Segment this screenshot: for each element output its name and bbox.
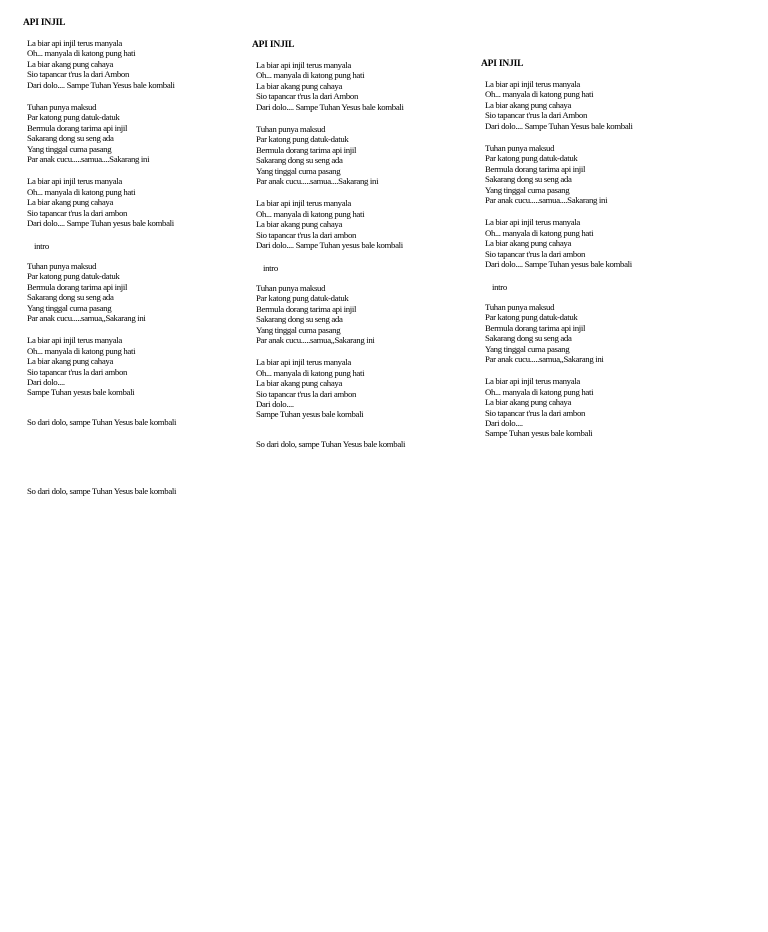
lyric-line: Par katong pung datuk-datuk bbox=[27, 271, 120, 282]
stanza bbox=[485, 79, 721, 143]
stanza bbox=[27, 102, 263, 176]
lyric-line: La biar akang pung cahaya bbox=[27, 58, 114, 69]
lyric-line: Oh... manyala di katong pung hati bbox=[256, 367, 365, 378]
closing-line-repeat: So dari dolo, sampe Tuhan Yesus bale kombali bbox=[27, 486, 177, 496]
lyric-line: Sakarang dong su seng ada bbox=[485, 333, 572, 344]
lyrics-column-1 bbox=[23, 18, 263, 496]
lyric-line: Oh... manyala di katong pung hati bbox=[27, 345, 136, 356]
intro-label: intro bbox=[34, 240, 49, 251]
stanza bbox=[485, 217, 721, 281]
lyric-line: Sio tapancar t'rus la dari Ambon bbox=[256, 91, 359, 102]
stanza bbox=[256, 357, 492, 431]
lyric-line: Par anak cucu.....samua....Sakarang ini bbox=[256, 176, 379, 187]
lyrics-column-2 bbox=[252, 40, 492, 449]
lyric-line: La biar akang pung cahaya bbox=[485, 397, 572, 408]
intro-label: intro bbox=[492, 281, 507, 292]
stanza bbox=[485, 376, 721, 450]
lyric-line: Bermula dorang tarima api injil bbox=[27, 281, 128, 292]
lyric-line: Par anak cucu.....samua....Sakarang ini bbox=[485, 195, 608, 206]
lyric-line: Bermula dorang tarima api injil bbox=[256, 303, 357, 314]
lyric-line: Par katong pung datuk-datuk bbox=[256, 134, 349, 145]
lyric-line: Dari dolo.... Sampe Tuhan Yesus bale kombali bbox=[256, 101, 404, 112]
lyric-line: Tuhan punya maksud bbox=[256, 124, 326, 135]
lyric-line: Yang tinggal cuma pasang bbox=[27, 143, 112, 154]
lyric-line: Dari dolo.... Sampe Tuhan Yesus bale kombali bbox=[27, 79, 175, 90]
lyric-line: Dari dolo.... bbox=[256, 398, 294, 409]
lyric-line: Oh... manyala di katong pung hati bbox=[485, 227, 594, 238]
lyric-line: Sampe Tuhan yesus bale kombali bbox=[27, 387, 135, 398]
stanza bbox=[256, 60, 492, 124]
stanza bbox=[27, 261, 263, 335]
lyric-line: Dari dolo.... bbox=[485, 417, 523, 428]
lyric-line: Sakarang dong su seng ada bbox=[27, 133, 114, 144]
lyric-line: Dari dolo.... Sampe Tuhan yesus bale kombali bbox=[485, 259, 632, 270]
lyric-line: Par anak cucu.....samua,,Sakarang ini bbox=[485, 353, 604, 364]
lyric-line: La biar api injil terus manyala bbox=[485, 217, 580, 228]
lyric-line: Yang tinggal cuma pasang bbox=[485, 343, 570, 354]
lyric-line: Par katong pung datuk-datuk bbox=[256, 293, 349, 304]
lyric-line: La biar api injil terus manyala bbox=[27, 176, 122, 187]
lyric-line: Sampe Tuhan yesus bale kombali bbox=[256, 409, 364, 420]
lyric-line: Sio tapancar t'rus la dari Ambon bbox=[485, 110, 588, 121]
lyric-line: Dari dolo.... Sampe Tuhan yesus bale kombali bbox=[27, 218, 174, 229]
lyric-line: Sio tapancar t'rus la dari ambon bbox=[256, 388, 357, 399]
lyric-line: Oh... manyala di katong pung hati bbox=[256, 70, 365, 81]
song-title: API INJIL bbox=[481, 59, 524, 69]
lyric-line: Par anak cucu.....samua,,Sakarang ini bbox=[27, 312, 146, 323]
lyric-line: Par katong pung datuk-datuk bbox=[485, 312, 578, 323]
lyric-line: Par katong pung datuk-datuk bbox=[485, 153, 578, 164]
lyric-line: La biar akang pung cahaya bbox=[485, 238, 572, 249]
closing-line: So dari dolo, sampe Tuhan Yesus bale kombali bbox=[256, 438, 406, 449]
stanza bbox=[256, 283, 492, 357]
lyric-line: Par katong pung datuk-datuk bbox=[27, 112, 120, 123]
lyric-line: La biar akang pung cahaya bbox=[485, 99, 572, 110]
lyric-line: Tuhan punya maksud bbox=[27, 260, 97, 271]
lyric-line: Yang tinggal cuma pasang bbox=[256, 324, 341, 335]
lyric-line: Tuhan punya maksud bbox=[485, 143, 555, 154]
stanza bbox=[27, 335, 263, 409]
lyric-line: Sakarang dong su seng ada bbox=[256, 314, 343, 325]
song-title: API INJIL bbox=[23, 18, 66, 28]
lyric-line: Bermula dorang tarima api injil bbox=[27, 122, 128, 133]
intro-label: intro bbox=[263, 262, 278, 273]
stanza bbox=[485, 302, 721, 376]
lyric-line: Oh... manyala di katong pung hati bbox=[485, 89, 594, 100]
lyric-line: Bermula dorang tarima api injil bbox=[256, 144, 357, 155]
lyric-line: Par anak cucu.....samua....Sakarang ini bbox=[27, 154, 150, 165]
lyric-line: Yang tinggal cuma pasang bbox=[256, 165, 341, 176]
lyric-line: Sio tapancar t'rus la dari Ambon bbox=[27, 69, 130, 80]
lyric-line: Par anak cucu.....samua,,Sakarang ini bbox=[256, 334, 375, 345]
lyric-line: Dari dolo.... Sampe Tuhan Yesus bale kombali bbox=[485, 120, 633, 131]
lyric-line: Tuhan punya maksud bbox=[485, 301, 555, 312]
stanza bbox=[256, 198, 492, 262]
lyric-line: La biar api injil terus manyala bbox=[256, 357, 351, 368]
lyric-line: Sio tapancar t'rus la dari ambon bbox=[27, 366, 128, 377]
lyric-line: La biar api injil terus manyala bbox=[485, 376, 580, 387]
lyric-line: Tuhan punya maksud bbox=[27, 102, 97, 113]
lyric-line: La biar api injil terus manyala bbox=[27, 38, 122, 48]
lyric-line: La biar api injil terus manyala bbox=[256, 198, 351, 209]
lyric-line: Sio tapancar t'rus la dari ambon bbox=[485, 248, 586, 259]
lyric-line: Sakarang dong su seng ada bbox=[256, 155, 343, 166]
song-title: API INJIL bbox=[252, 40, 295, 50]
lyric-line: La biar akang pung cahaya bbox=[27, 197, 114, 208]
lyric-line: Dari dolo.... bbox=[27, 376, 65, 387]
stanza bbox=[27, 176, 263, 240]
lyric-line: Sakarang dong su seng ada bbox=[27, 292, 114, 303]
lyric-line: La biar api injil terus manyala bbox=[256, 60, 351, 70]
lyric-line: La biar api injil terus manyala bbox=[27, 335, 122, 346]
lyric-line: Oh... manyala di katong pung hati bbox=[27, 186, 136, 197]
lyric-line: Sio tapancar t'rus la dari ambon bbox=[256, 229, 357, 240]
stanza bbox=[485, 143, 721, 217]
lyric-line: Sio tapancar t'rus la dari ambon bbox=[27, 207, 128, 218]
lyric-line: Sakarang dong su seng ada bbox=[485, 174, 572, 185]
lyric-line: Bermula dorang tarima api injil bbox=[485, 163, 586, 174]
lyric-line: Sampe Tuhan yesus bale kombali bbox=[485, 428, 593, 439]
lyric-line: La biar api injil terus manyala bbox=[485, 79, 580, 89]
stanza bbox=[27, 38, 263, 102]
stanza bbox=[256, 124, 492, 198]
lyric-line: La biar akang pung cahaya bbox=[256, 378, 343, 389]
lyric-line: Yang tinggal cuma pasang bbox=[485, 184, 570, 195]
lyric-line: La biar akang pung cahaya bbox=[27, 356, 114, 367]
lyric-line: Tuhan punya maksud bbox=[256, 282, 326, 293]
lyric-line: La biar akang pung cahaya bbox=[256, 219, 343, 230]
lyric-line: Yang tinggal cuma pasang bbox=[27, 302, 112, 313]
lyric-line: Oh... manyala di katong pung hati bbox=[256, 208, 365, 219]
lyric-line: Dari dolo.... Sampe Tuhan yesus bale kombali bbox=[256, 240, 403, 251]
lyric-line: Oh... manyala di katong pung hati bbox=[27, 48, 136, 59]
lyric-line: Sio tapancar t'rus la dari ambon bbox=[485, 407, 586, 418]
closing-line: So dari dolo, sampe Tuhan Yesus bale kombali bbox=[27, 416, 177, 427]
lyric-line: La biar akang pung cahaya bbox=[256, 80, 343, 91]
lyric-line: Bermula dorang tarima api injil bbox=[485, 322, 586, 333]
lyrics-column-3 bbox=[481, 59, 721, 451]
lyric-line: Oh... manyala di katong pung hati bbox=[485, 386, 594, 397]
